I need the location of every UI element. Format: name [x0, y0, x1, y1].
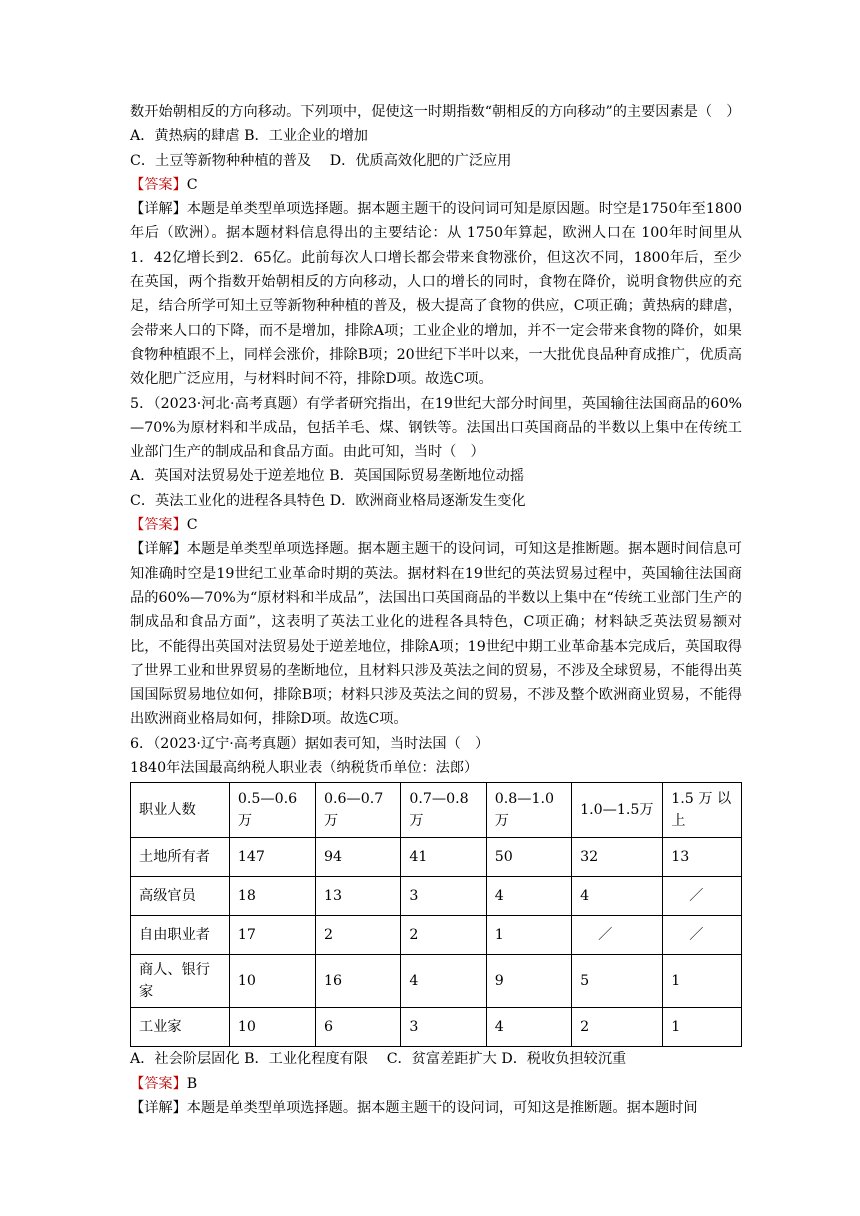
table-header-cell: 职业人数: [131, 783, 230, 838]
answer-tag: 【答案】: [130, 176, 187, 193]
table-cell: 工业家: [131, 1008, 230, 1047]
table-cell: 商人、银行家: [131, 955, 230, 1008]
q6-options: A．社会阶层固化 B．工业化程度有限 C．贫富差距扩大 D．税收负担较沉重: [130, 1051, 627, 1068]
table-cell-text: ／: [689, 888, 704, 905]
table-cell: 4: [572, 877, 663, 916]
tax-table: [130, 782, 742, 1047]
table-cell: 9: [486, 955, 571, 1008]
table-cell: 10: [229, 1008, 315, 1047]
q4-stem-tail: 数开始朝相反的方向移动。下列项中，促使这一时期指数“朝相反的方向移动”的主要因素是（ ）: [130, 104, 741, 120]
table-cell: 5: [572, 955, 663, 1008]
table-cell: 18: [229, 877, 315, 916]
table-cell: [663, 877, 742, 916]
answer-value: C: [186, 176, 198, 193]
table-cell: 41: [401, 838, 486, 877]
q4-options-cd: C．土豆等新物种种植的普及 D．优质高效化肥的广泛应用: [130, 152, 512, 169]
table-cell: 13: [315, 877, 400, 916]
table-cell-text: ／: [598, 927, 613, 944]
table-header-cell: 0.6—0.7万: [315, 783, 400, 838]
table-cell: [572, 916, 663, 955]
table-cell: 自由职业者: [131, 916, 230, 955]
table-cell-text: ／: [689, 927, 704, 944]
table-header-cell: 1.0—1.5万: [572, 783, 663, 838]
answer-value: C: [186, 517, 198, 534]
table-cell: 4: [486, 877, 571, 916]
table-header-cell: 0.5—0.6万: [229, 783, 315, 838]
document-page: [130, 100, 742, 1120]
table-cell: 2: [401, 916, 486, 955]
table-cell: 147: [229, 838, 315, 877]
answer-tag: 【答案】: [130, 1075, 187, 1092]
table-cell: 13: [663, 838, 742, 877]
table-row: [131, 916, 742, 955]
table-cell: 94: [315, 838, 400, 877]
table-cell: 高级官员: [131, 877, 230, 916]
table-cell: 16: [315, 955, 400, 1008]
table-cell: 32: [572, 838, 663, 877]
table-row: [131, 1008, 742, 1047]
table-caption: 1840年法国最高纳税人职业表（纳税货币单位：法郎）: [130, 760, 479, 777]
table-header-cell: 1.5 万 以上: [663, 783, 742, 838]
table-header-cell: 0.7—0.8万: [401, 783, 486, 838]
table-cell: 4: [486, 1008, 571, 1047]
q4-options-ab: A．黄热病的肆虐 B．工业企业的增加: [130, 128, 368, 145]
table-cell: 2: [315, 916, 400, 955]
table-cell: 4: [401, 955, 486, 1008]
q6-stem: 6．（2023·辽宁·高考真题）据如表可知，当时法国（ ）: [130, 735, 490, 752]
table-cell: 10: [229, 955, 315, 1008]
table-cell: 1: [663, 1008, 742, 1047]
table-cell: 6: [315, 1008, 400, 1047]
table-cell: 土地所有者: [131, 838, 230, 877]
table-cell: [663, 916, 742, 955]
table-header-cell: 0.8—1.0万: [486, 783, 571, 838]
answer-tag: 【答案】: [130, 517, 187, 534]
q5-stem: 5．（2023·河北·高考真题）有学者研究指出，在19世纪大部分时间里，英国输往法国商品的60%—70%为原材料和半成品，包括羊毛、煤、钢铁等。法国出口英国商品的半数以上集中在传统工业部门生产的制成品和食品方面。由此可知，当时（ ）: [130, 395, 742, 461]
table-cell: 1: [486, 916, 571, 955]
table-cell: 3: [401, 1008, 486, 1047]
table-header-row: [131, 783, 742, 838]
table-cell: 1: [663, 955, 742, 1008]
table-cell: 50: [486, 838, 571, 877]
q4-answer: [130, 173, 742, 197]
answer-value: B: [186, 1075, 198, 1092]
table-row: [131, 955, 742, 1008]
q6-detail: 【详解】本题是单类型单项选择题。据本题主题干的设问词，可知这是推断题。据本题时间: [130, 1099, 698, 1116]
table-row: [131, 838, 742, 877]
q5-answer: [130, 513, 742, 537]
q5-options-ab: A．英国对法贸易处于逆差地位 B．英国国际贸易垄断地位动摇: [130, 468, 525, 485]
table-cell: 17: [229, 916, 315, 955]
table-cell: 3: [401, 877, 486, 916]
table-row: [131, 877, 742, 916]
q5-detail: 【详解】本题是单类型单项选择题。据本题主题干的设问词，可知这是推断题。据本题时间信息可知准确时空是19世纪工业革命时期的英法。据材料在19世纪的英法贸易过程中，英国输往法国商品的60%—70%为“原材料和半成品”，法国出口英国商品的半数以上集中在“传统工业部门生产的制成品和食品方面”，这表明了英法工业化的进程各具特色，C项正确；材料缺乏英法贸易额对比，不能得出英国对法贸易处于逆差地位，排除A项；19世纪中期工业革命基本完成后，英国取得了世界工业和世界贸易的垄断地位，且材料只涉及英法之间的贸易，不涉及全球贸易，不能得出英国国际贸易地位如何，排除B项；材料只涉及英法之间的贸易，不涉及整个欧洲商业贸易，不能得出欧洲商业格局如何，排除D项。故选C项。: [130, 541, 742, 728]
q5-options-cd: C．英法工业化的进程各具特色 D．欧洲商业格局逐渐发生变化: [130, 492, 526, 509]
q6-answer: [130, 1072, 742, 1096]
table-cell: 2: [572, 1008, 663, 1047]
q4-detail: 【详解】本题是单类型单项选择题。据本题主题干的设问词可知是原因题。时空是1750年至1800年后（欧洲）。据本题材料信息得出的主要结论：从 1750年算起，欧洲人口在 100年时间里从1．42亿增长到2．65亿。此前每次人口增长都会带来食物涨价，但这次不同，1800年后，至少在英国，两个指数开始朝相反的方向移动，人口的增长的同时，食物在降价，说明食物供应的充足，结合所学可知土豆等新物种种植的普及，极大提高了食物的供应，C项正确；黄热病的肆虐，会带来人口的下降，而不是增加，排除A项；工业企业的增加，并不一定会带来食物的降价，如果食物种植跟不上，同样会涨价，排除B项；20世纪下半叶以来，一大批优良品种育成推广，优质高效化肥广泛应用，与材料时间不符，排除D项。故选C项。: [130, 201, 742, 388]
